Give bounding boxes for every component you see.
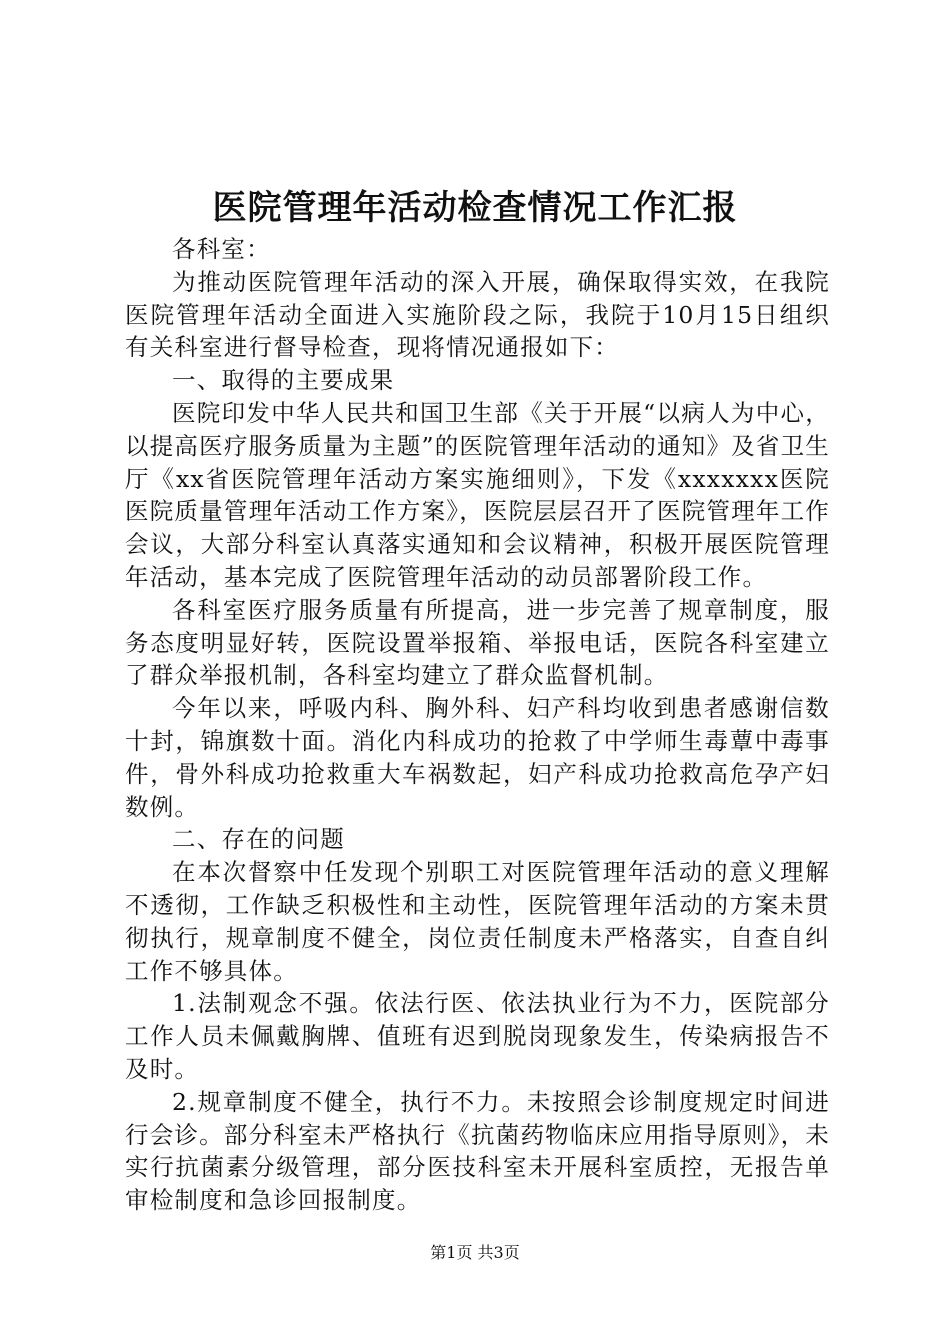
paragraph-achievements-3: 今年以来，呼吸内科、胸外科、妇产科均收到患者感谢信数十封，锦旗数十面。消化内科成功的抢救了中学师生毒蕈中毒事件，骨外科成功抢救重大车祸数起，妇产科成功抢救高危孕产妇数例。 — [125, 694, 830, 821]
paragraph-achievements-2: 各科室医疗服务质量有所提高，进一步完善了规章制度，服务态度明显好转，医院设置举报箱、举报电话，医院各科室建立了群众举报机制，各科室均建立了群众监督机制。 — [125, 595, 830, 690]
paragraph-problems-item-2: 2.规章制度不健全，执行不力。未按照会诊制度规定时间进行会诊。部分科室未严格执行《抗菌药物临床应用指导原则》，未实行抗菌素分级管理，部分医技科室未开展科室质控，无报告单审检制度和急诊回报制度。 — [125, 1087, 830, 1215]
page-number: 第1页 共3页 — [430, 1243, 520, 1262]
section-heading-achievements: 一、取得的主要成果 — [172, 366, 395, 395]
document-body — [125, 233, 830, 1217]
paragraph-intro: 为推动医院管理年活动的深入开展，确保取得实效，在我院医院管理年活动全面进入实施阶段之际，我院于10月15日组织有关科室进行督导检查，现将情况通报如下： — [125, 267, 830, 362]
section-heading-problems: 二、存在的问题 — [172, 825, 345, 854]
page-footer — [0, 1243, 950, 1263]
paragraph-salutation: 各科室： — [172, 235, 271, 263]
paragraph-problems-1: 在本次督察中任发现个别职工对医院管理年活动的意义理解不透彻，工作缺乏积极性和主动性，医院管理年活动的方案未贯彻执行，规章制度不健全，岗位责任制度未严格落实，自查自纠工作不够具体。 — [125, 858, 830, 985]
paragraph-achievements-1: 医院印发中华人民共和国卫生部《关于开展“以病人为中心，以提高医疗服务质量为主题”的医院管理年活动的通知》及省卫生厅《xx省医院管理年活动方案实施细则》，下发《xxxxxxx医院医院质量管理年活动工作方案》，医院层层召开了医院管理年工作会议，大部分科室认真落实通知和会议精神，积极开展医院管理年活动，基本完成了医院管理年活动的动员部署阶段工作。 — [125, 398, 830, 591]
paragraph-problems-item-1: 1.法制观念不强。依法行医、依法执业行为不力，医院部分工作人员未佩戴胸牌、值班有迟到脱岗现象发生，传染病报告不及时。 — [125, 989, 830, 1083]
document-title: 医院管理年活动检查情况工作汇报 — [212, 188, 738, 228]
